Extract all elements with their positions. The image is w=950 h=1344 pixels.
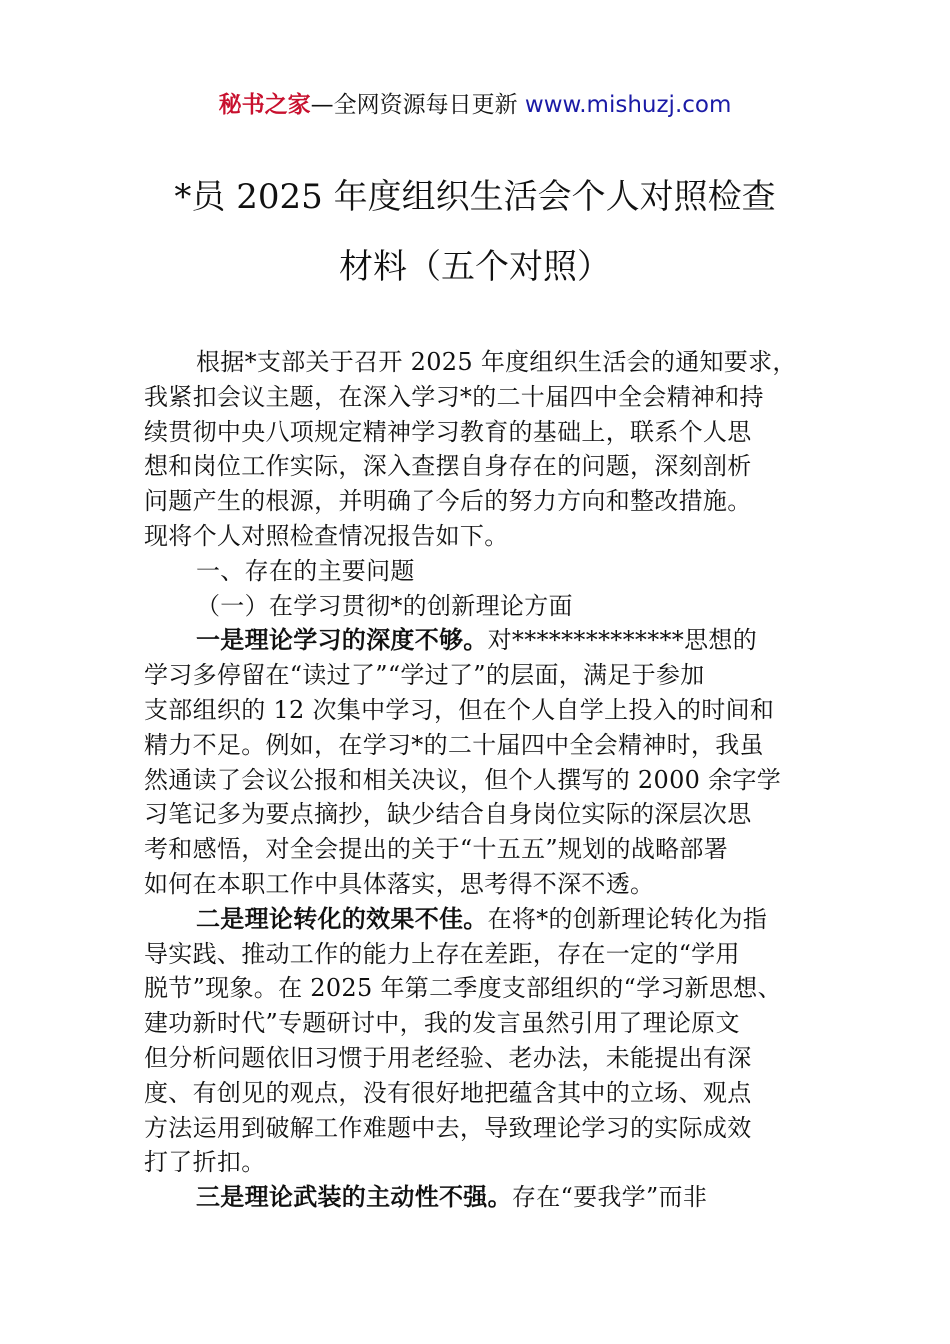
body-line: 想和岗位工作实际，深入查摆自身存在的问题，深刻剖析: [144, 452, 752, 481]
body-line: 学习多停留在“读过了”“学过了”的层面，满足于参加: [144, 661, 705, 690]
body-line: 如何在本职工作中具体落实，思考得不深不透。: [144, 869, 655, 898]
paragraph-2-first-line: [144, 902, 812, 937]
brand-name: 秘书之家: [218, 92, 311, 118]
title-line-1: *员 2025 年度组织生活会个人对照检查: [174, 177, 776, 217]
paragraph-3-lead: 三是理论武装的主动性不强。: [196, 1183, 512, 1212]
paragraph-1-first-text: 对**************思想的: [487, 626, 758, 655]
body-line: 方法运用到破解工作难题中去，导致理论学习的实际成效: [144, 1113, 752, 1142]
header-slogan: —全网资源每日更新: [310, 92, 525, 118]
paragraph-2-first-text: 在将*的创新理论转化为指: [487, 904, 768, 933]
document-title: [0, 162, 950, 302]
paragraph-1-lead: 一是理论学习的深度不够。: [196, 626, 488, 655]
paragraph-2-lead: 二是理论转化的效果不佳。: [196, 904, 488, 933]
body-line: 续贯彻中央八项规定精神学习教育的基础上，联系个人思: [144, 417, 752, 446]
title-line-2: 材料（五个对照）: [339, 247, 611, 287]
document-body: [144, 345, 812, 1215]
paragraph-1-first-line: [144, 623, 812, 658]
body-line: 建功新时代”专题研讨中，我的发言虽然引用了理论原文: [144, 1009, 740, 1038]
body-line: 然通读了会议公报和相关决议，但个人撰写的 2000 余字学: [144, 765, 782, 794]
body-line: 现将个人对照检查情况报告如下。: [144, 521, 509, 550]
body-line: 脱节”现象。在 2025 年第二季度支部组织的“学习新思想、: [144, 974, 782, 1003]
site-header: [0, 88, 950, 122]
subsection-heading: （一）在学习贯彻*的创新理论方面: [196, 591, 573, 620]
body-line: 考和感悟，对全会提出的关于“十五五”规划的战略部署: [144, 835, 729, 864]
body-line: 我紧扣会议主题，在深入学习*的二十届四中全会精神和持: [144, 382, 764, 411]
body-line: 但分析问题依旧习惯于用老经验、老办法，未能提出有深: [144, 1043, 752, 1072]
body-line: 导实践、推动工作的能力上存在差距，存在一定的“学用: [144, 939, 740, 968]
body-line: 根据*支部关于召开 2025 年度组织生活会的通知要求，: [196, 348, 797, 376]
body-line: 问题产生的根源，并明确了今后的努力方向和整改措施。: [144, 487, 752, 516]
section-heading: 一、存在的主要问题: [196, 556, 415, 585]
body-line: 支部组织的 12 次集中学习，但在个人自学上投入的时间和: [144, 695, 775, 724]
paragraph-3-first-line: [144, 1180, 812, 1215]
header-url[interactable]: www.mishuzj.com: [524, 92, 732, 118]
body-line: 打了折扣。: [144, 1148, 266, 1177]
body-line: 精力不足。例如，在学习*的二十届四中全会精神时，我虽: [144, 730, 764, 759]
body-line: 习笔记多为要点摘抄，缺少结合自身岗位实际的深层次思: [144, 800, 752, 829]
paragraph-3-first-text: 存在“要我学”而非: [511, 1183, 708, 1212]
body-line: 度、有创见的观点，没有很好地把蕴含其中的立场、观点: [144, 1078, 752, 1107]
